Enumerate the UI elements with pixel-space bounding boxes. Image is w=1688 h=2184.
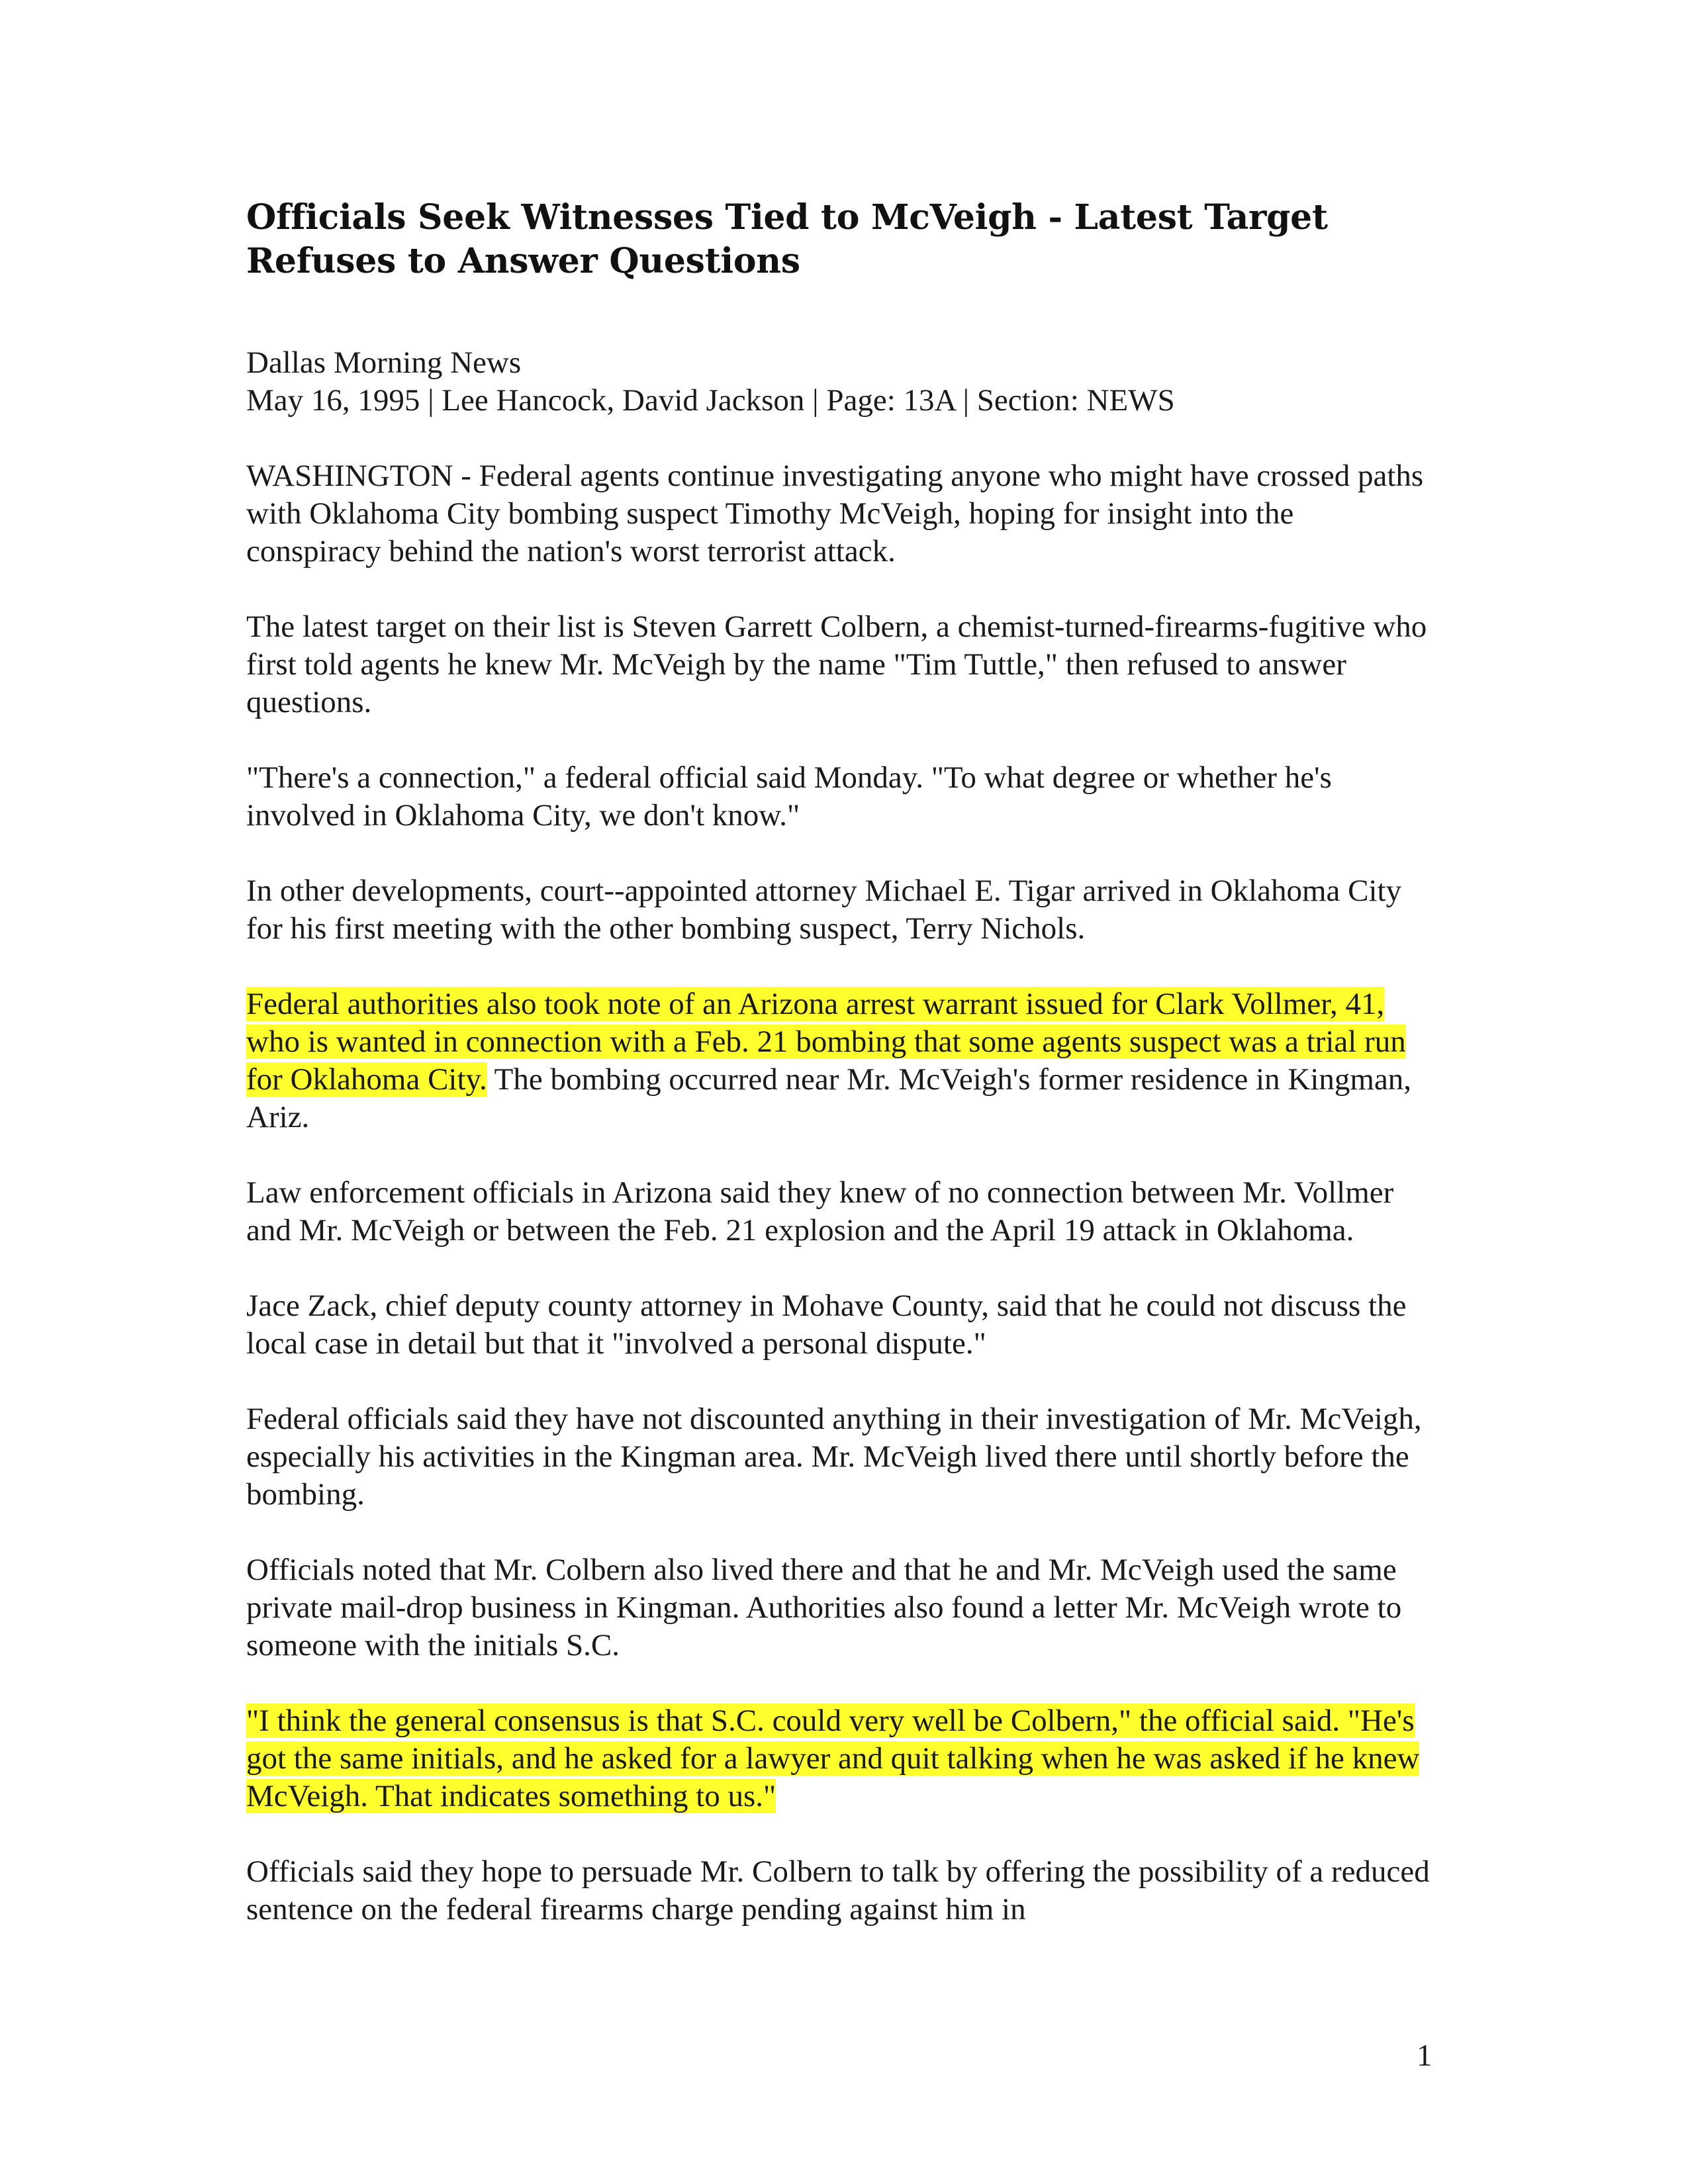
article-paragraph bbox=[246, 1702, 1444, 1815]
highlighted-text: "I think the general consensus is that S.C. could very well be Colbern," the official said. "He's got the same initials, and he asked for a lawyer and quit talking when he was asked if he knew McVeigh. That indicates something to us." bbox=[246, 1704, 1420, 1813]
paragraph-text: Federal officials said they have not discounted anything in their investigation of Mr. McVeigh, especially his activities in the Kingman area. Mr. McVeigh lived there until shortly before the bombing. bbox=[246, 1402, 1422, 1512]
paragraph-text: In other developments, court--appointed attorney Michael E. Tigar arrived in Oklahoma City for his first meeting with the other bombing suspect, Terry Nichols. bbox=[246, 874, 1402, 946]
article-paragraph bbox=[246, 1174, 1444, 1250]
article-paragraph bbox=[246, 608, 1444, 721]
paragraph-text: WASHINGTON - Federal agents continue investigating anyone who might have crossed paths with Oklahoma City bombing suspect Timothy McVeigh, hoping for insight into the conspiracy behind the nation's worst terrorist attack. bbox=[246, 459, 1424, 569]
paragraph-text: Officials noted that Mr. Colbern also lived there and that he and Mr. McVeigh used the same private mail-drop business in Kingman. Authorities also found a letter Mr. McVeigh wrote to someone with the initials S.C. bbox=[246, 1553, 1402, 1662]
article-byline: May 16, 1995 | Lee Hancock, David Jackson | Page: 13A | Section: NEWS bbox=[246, 383, 1175, 418]
article-paragraph bbox=[246, 759, 1444, 835]
article-source: Dallas Morning News bbox=[246, 345, 522, 380]
article-title: Officials Seek Witnesses Tied to McVeigh - Latest Target Refuses to Answer Questions bbox=[246, 197, 1328, 281]
article-meta bbox=[246, 344, 1444, 420]
article-paragraph bbox=[246, 457, 1444, 570]
article-paragraph bbox=[246, 1853, 1444, 1929]
paragraph-text: Officials said they hope to persuade Mr. Colbern to talk by offering the possibility of a reduced sentence on the federal firearms charge pending against him in bbox=[246, 1854, 1430, 1927]
paragraph-text: The bombing occurred near Mr. McVeigh's former residence in Kingman, Ariz. bbox=[246, 1062, 1412, 1134]
highlighted-text: Federal authorities also took note of an Arizona arrest warrant issued for Clark Vollmer, 41, who is wanted in connection with a Feb. 21 bombing that some agents suspect was a trial run for Oklahoma City. bbox=[246, 987, 1406, 1097]
paragraph-text: Jace Zack, chief deputy county attorney in Mohave County, said that he could not discuss the local case in detail but that it "involved a personal dispute." bbox=[246, 1289, 1407, 1361]
article-paragraph bbox=[246, 985, 1444, 1136]
article-paragraph bbox=[246, 1287, 1444, 1363]
article-body bbox=[246, 457, 1444, 1929]
article-paragraph bbox=[246, 1400, 1444, 1514]
page-number: 1 bbox=[1417, 2038, 1432, 2073]
paragraph-text: "There's a connection," a federal official said Monday. "To what degree or whether he's involved in Oklahoma City, we don't know." bbox=[246, 760, 1332, 833]
article-paragraph bbox=[246, 872, 1444, 948]
paragraph-text: Law enforcement officials in Arizona said they knew of no connection between Mr. Vollmer and Mr. McVeigh or between the Feb. 21 explosion and the April 19 attack in Oklahoma. bbox=[246, 1175, 1394, 1248]
paragraph-text: The latest target on their list is Steven Garrett Colbern, a chemist-turned-firearms-fugitive who first told agents he knew Mr. McVeigh by the name "Tim Tuttle," then refused to answer questions. bbox=[246, 610, 1427, 719]
article-page bbox=[246, 196, 1444, 1966]
article-paragraph bbox=[246, 1551, 1444, 1664]
